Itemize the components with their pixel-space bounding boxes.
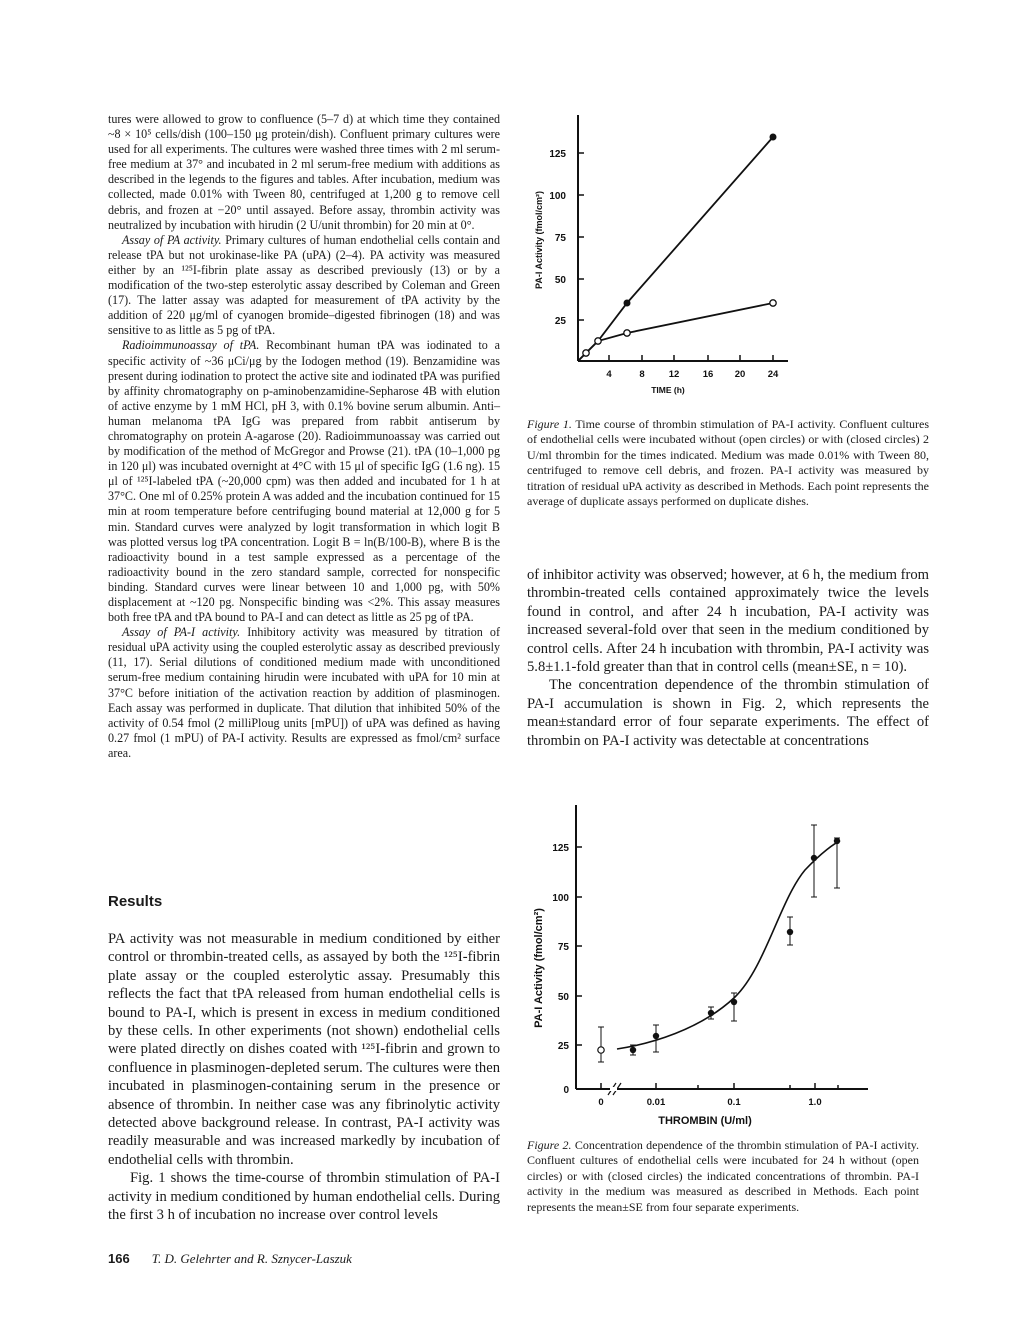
y-tick-label: 100: [549, 191, 566, 202]
subheading-radioimmunoassay: Radioimmunoassay of tPA.: [122, 338, 260, 353]
closed-circle-marker: [630, 1047, 636, 1053]
y-axis-label: PA-I Activity (fmol/cm²): [533, 908, 545, 1028]
results-paragraph-1: PA activity was not measurable in medium conditioned by either control or thrombin-treated cells, as assayed by both the ¹²⁵I-fibrin plate assay or the coupled esterolytic assay. Presumably this reflects the fact that tPA released from human endothelial cells is bound to PA-I, which is present in excess in medium conditioned by these cells. In other experiments (not shown) endothelial cells were plated directly on dishes coated with ¹²⁵I-fibrin and grown to confluence in plasminogen-depleted serum. The cultures were then incubated in plasminogen-containing serum in the presence or absence of thrombin. In neither case was any fibrinolytic activity detected above background release. In contrast, PA-I activity was readily measurable and was increased markedly by incubation of endothelial cells with thrombin.: [108, 931, 500, 1168]
y-tick-label: 125: [549, 149, 566, 160]
x-tick-label: 24: [767, 369, 779, 380]
y-tick-label: 0: [563, 1085, 569, 1096]
methods-paragraph-2-text: Primary cultures of human endothelial cells contain and release tPA but not urokinase-like PA (uPA) (2–4). PA activity was measured either by an ¹²⁵I-fibrin plate assay as described previously (13) or by a modification of the two-step esterolytic assay described by Coleman and Green (17). The latter assay was adapted for measurement of tPA activity by the addition of 220 μg/ml of cyanogen bromide–digested fibrinogen (18) and was sensitive to as little as 5 pg of tPA.: [108, 232, 500, 338]
methods-paragraph-1: tures were allowed to grow to confluence (5–7 d) at which time they contained ~8 × 10⁵ cells/dish (100–150 μg protein/dish). Confluent primary cultures were used for all experiments. The cultures were washed three times with 2 ml serum-free medium at 37° and incubated in 2 ml serum-free medium with additions as described in the legends to the figures and tables. After incubation, medium was collected, made 0.01% with Tween 80, centrifuged at 1,200 g to remove cell debris, and frozen at −20° until assayed. Before assay, thrombin activity was neutralized by incubation with hirudin (2 U/unit thrombin) for 20 min at 0°.: [108, 112, 500, 232]
figure-2-caption-text: Concentration dependence of the thrombin stimulation of PA-I activity. Confluent cultures of endothelial cells were incubated for 24 h without (open circles) or with (closed circles) the indicated concentrations of thrombin. PA-I activity in the medium was measured as described in Methods. Each point represents the mean±SE from four separate experiments.: [527, 1138, 920, 1214]
y-tick-label: 50: [554, 275, 566, 286]
error-bars: [598, 825, 840, 1062]
figure-2-label: Figure 2.: [527, 1138, 572, 1152]
x-axis-label: TIME (h): [651, 385, 685, 395]
closed-circle-marker: [770, 134, 777, 141]
y-tick-label: 75: [554, 233, 566, 244]
page-number: 166: [108, 1251, 130, 1266]
y-axis-label: PA-I Activity (fmol/cm²): [534, 190, 544, 290]
closed-circle-marker: [708, 1010, 714, 1016]
open-circle-marker: [583, 350, 589, 356]
thrombin-series-line: [578, 137, 773, 361]
closed-circle-marker: [834, 838, 840, 844]
x-tick-label: 4: [606, 369, 612, 380]
y-tick-label: 125: [552, 843, 569, 854]
right-paragraph-1: of inhibitor activity was observed; however, at 6 h, the medium from thrombin-treated cells contained approximately twice the levels found in control, and after 24 h incubation, PA-I activity was increased several-fold over that seen in the medium conditioned by control cells. After 24 h incubation with thrombin, PA-I activity was 5.8±1.1-fold greater than that in control cells (mean±SE, n = 10).: [527, 567, 929, 676]
results-column: [108, 930, 500, 1225]
open-circle-marker: [595, 338, 601, 344]
figure-1-label: Figure 1.: [527, 417, 572, 431]
right-text-column: [527, 566, 929, 750]
figure-2-chart: [520, 795, 880, 1130]
closed-circle-marker: [653, 1033, 659, 1039]
methods-paragraph-2: [108, 233, 500, 339]
closed-circle-marker: [731, 999, 737, 1005]
x-axis-label: THROMBIN (U/ml): [658, 1115, 752, 1127]
x-tick-label: 1.0: [808, 1097, 822, 1108]
x-tick-label: 8: [639, 369, 645, 380]
axis-break-gap: [610, 1087, 617, 1091]
figure-1-caption-text: Time course of thrombin stimulation of PA-I activity. Confluent cultures of endothelial cells were incubated without (open circles) or with (closed circles) 2 U/ml thrombin for the times indicated. Medium was made 0.01% with Tween 80, centrifuged to remove cell debris, and frozen. PA-I activity was measured by titration of residual uPA activity as described in Methods. Each point represents the average of duplicate assays performed on duplicate dishes.: [527, 417, 929, 509]
methods-paragraph-4-text: Inhibitory activity was measured by titration of residual uPA activity using the coupled esterolytic assay as described previously (11, 17). Serial dilutions of conditioned medium made with unconditioned serum-free medium containing hirudin were incubated with uPA for 10 min at 37°C before initiation of the activation reaction by addition of plasminogen. Each assay was performed in duplicate. That dilution that inhibited 50% of the activity of 0.54 fmol (2 milliPloug units [mPU]) of uPA was defined as having 0.27 fmol (1 mPU) of PA-I activity. Results are expressed as fmol/cm² surface area.: [108, 625, 500, 760]
y-tick-label: 50: [557, 992, 569, 1003]
x-tick-label: 20: [734, 369, 746, 380]
y-tick-label: 75: [557, 942, 569, 953]
open-circle-marker: [598, 1047, 604, 1053]
y-tick-label: 100: [552, 893, 569, 904]
x-tick-label: 0: [598, 1097, 604, 1108]
subheading-assay-pa: Assay of PA activity.: [122, 232, 222, 247]
methods-paragraph-3: [108, 338, 500, 625]
subheading-assay-pai: Assay of PA-I activity.: [122, 625, 241, 640]
closed-circle-marker: [624, 300, 631, 307]
x-tick-label: 0.1: [727, 1097, 741, 1108]
results-paragraph-2: Fig. 1 shows the time-course of thrombin stimulation of PA-I activity in medium conditioned by human endothelial cells. During the first 3 h of incubation no increase over control levels: [108, 1170, 500, 1224]
figure-1-caption: [527, 417, 929, 509]
open-circle-marker: [624, 330, 630, 336]
closed-circle-marker: [811, 855, 817, 861]
open-circle-marker: [770, 300, 776, 306]
running-authors: T. D. Gelehrter and R. Sznycer-Laszuk: [151, 1251, 352, 1266]
page-footer: [108, 1251, 352, 1267]
fit-curve: [617, 841, 840, 1049]
x-tick-label: 12: [668, 369, 680, 380]
figure-2-caption: [527, 1138, 919, 1215]
y-tick-label: 25: [554, 316, 566, 327]
x-tick-label: 0.01: [646, 1097, 666, 1108]
right-paragraph-2: The concentration dependence of the thrombin stimulation of PA-I accumulation is shown in Fig. 2, which represents the mean±standard error of four separate experiments. The effect of thrombin on PA-I activity was detectable at concentrations: [527, 677, 929, 749]
methods-paragraph-3-text: Recombinant human tPA was iodinated to a specific activity of ~36 μCi/μg by the Iodogen method (19). Benzamidine was present during iodination to protect the active site and iodinated tPA was purified by affinity chromatography on p-aminobenzamidine-Sepharose 4B with elution of active enzyme by 1 mM HCl, pH 3, with 0.1% bovine serum albumin. Anti–human melanoma tPA IgG was prepared from rabbit antiserum by chromatography on protein A-agarose (20). Radioimmunoassay was carried out by modification of the method of McGregor and Prowse (21). tPA (10–1,000 pg in 120 μl) was incubated overnight at 4°C with 15 μl of specific IgG (1.6 ng). 15 μl of ¹²⁵I-labeled tPA (~20,000 cpm) was then added and incubated for 1 h at 37°C. One ml of 0.25% protein A was added and the incubation continued for 15 min at room temperature before centrifuging bound material at 12,000 g for 5 min. Standard curves were analyzed by logit transformation in which logit B was plotted versus log tPA concentration. Logit B = ln(B/100-B), where B is the radioactivity bound in a test sample expressed as a percentage of the radioactivity bound in the zero standard sample, corrected for nonspecific binding. Standard curves were linear between 10 and 1,000 pg, with 50% displacement at ~120 pg. Nonspecific binding was <2%. This assay measures both free tPA and tPA bound to PA-I and can detect as little as 25 pg of tPA.: [108, 338, 500, 625]
x-tick-label: 16: [702, 369, 714, 380]
methods-paragraph-4: [108, 625, 500, 761]
methods-column: [108, 112, 500, 761]
results-heading: Results: [108, 893, 163, 910]
figure-1-chart: [520, 110, 810, 400]
control-series-line: [578, 303, 773, 361]
closed-circle-marker: [787, 929, 793, 935]
y-tick-label: 25: [557, 1041, 569, 1052]
